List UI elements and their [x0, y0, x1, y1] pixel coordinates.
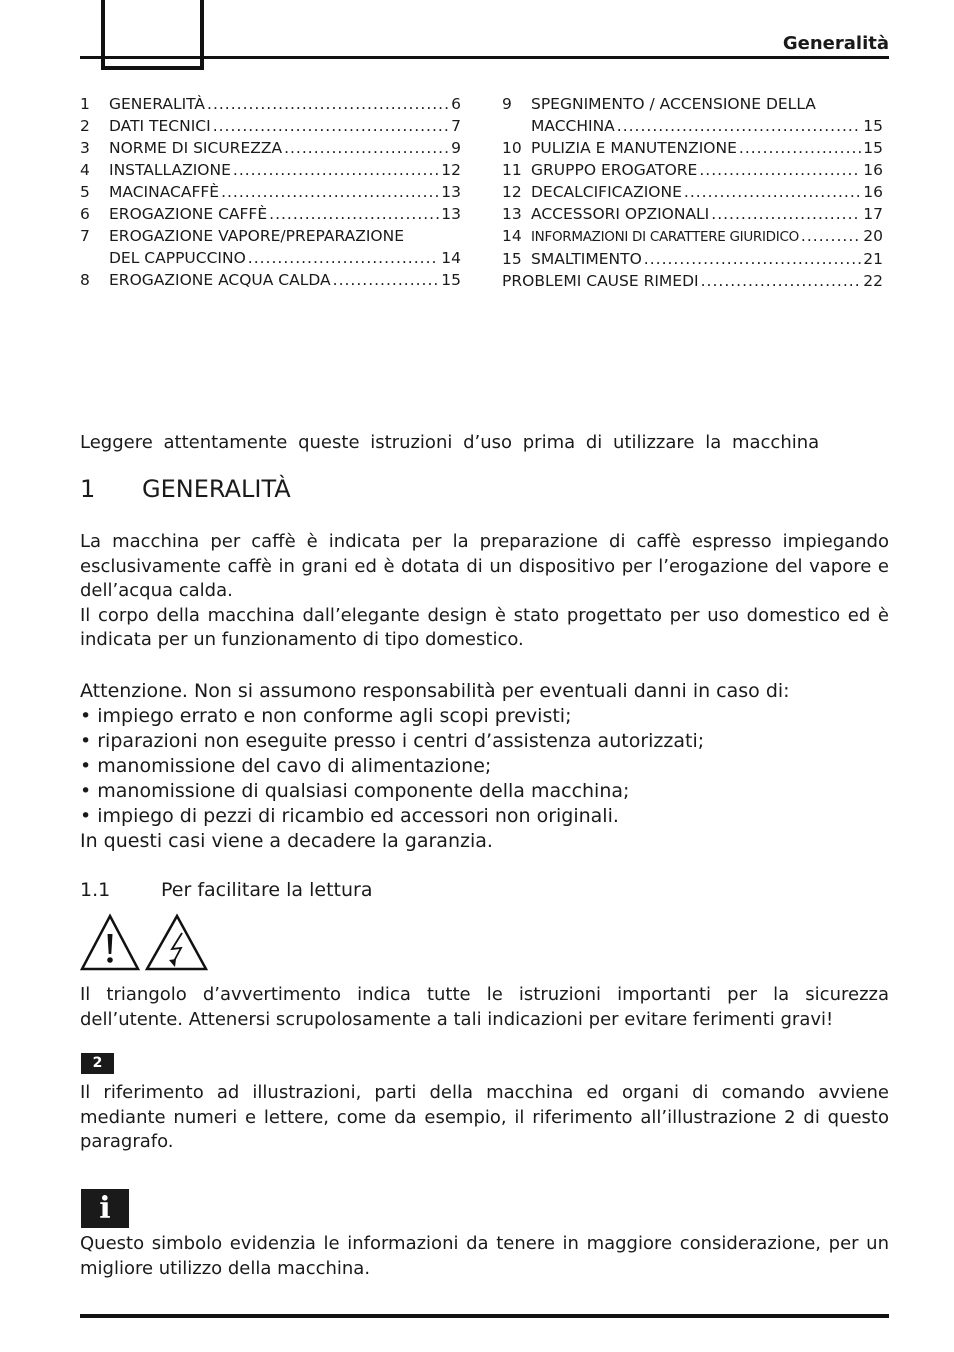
warning-item: • impiego errato e non conforme agli scopi previsti;: [80, 705, 572, 727]
description-paragraphs: [80, 530, 889, 653]
section-number: 1: [80, 475, 96, 503]
toc-item[interactable]: 4 INSTALLAZIONE ..... 12: [80, 159, 461, 181]
page-header-title: Generalità: [782, 33, 889, 54]
toc-item[interactable]: MACCHINA ..... 15: [502, 115, 883, 137]
warning-item: • manomissione del cavo di alimentazione;: [80, 755, 492, 777]
electric-hazard-icon: [147, 916, 206, 969]
toc-left-column: [80, 93, 461, 291]
toc-right-column: [502, 93, 883, 292]
toc-item[interactable]: 8 EROGAZIONE ACQUA CALDA ..... 15: [80, 269, 461, 291]
warning-exclamation-icon: [82, 916, 138, 969]
info-explanation: Questo simbolo evidenzia le informazioni da tenere in maggiore considerazione, per un migliore utilizzo della macchina.: [80, 1233, 889, 1279]
subsection-title: Per facilitare la lettura: [161, 879, 373, 901]
warning-symbols: [80, 912, 210, 974]
toc-item[interactable]: 13 ACCESSORI OPZIONALI ..... 17: [502, 203, 883, 225]
toc-item[interactable]: 3 NORME DI SICUREZZA ..... 9: [80, 137, 461, 159]
intro-text: Leggere attentamente queste istruzioni d’uso prima di utilizzare la macchina: [80, 432, 820, 453]
subsection-heading: [80, 879, 372, 901]
toc-item[interactable]: 1 GENERALITÀ ..... 6: [80, 93, 461, 115]
subsection-number: 1.1: [80, 879, 111, 901]
paragraph: La macchina per caffè è indicata per la preparazione di caffè espresso impiegando esclusivamente caffè in grani ed è dotata di un dispositivo per l’erogazione del vapore e dell’acqua calda.: [80, 531, 889, 601]
paragraph: Il corpo della macchina dall’elegante design è stato progettato per uso domestico ed è indicata per un funzionamento di tipo domestico.: [80, 604, 889, 650]
warning-intro: Attenzione. Non si assumono responsabilità per eventuali danni in caso di:: [80, 680, 790, 702]
toc-item[interactable]: 10 PULIZIA E MANUTENZIONE ..... 15: [502, 137, 883, 159]
warning-item: • impiego di pezzi di ricambio ed accessori non originali.: [80, 805, 619, 827]
toc-item[interactable]: 6 EROGAZIONE CAFFÈ ..... 13: [80, 203, 461, 225]
toc-item[interactable]: 5 MACINACAFFÈ ..... 13: [80, 181, 461, 203]
footer-rule: [80, 1314, 889, 1318]
toc-item[interactable]: 14 INFORMAZIONI DI CARATTERE GIURIDICO ..... 20: [502, 225, 883, 248]
toc-item[interactable]: DEL CAPPUCCINO ..... 14: [80, 247, 461, 269]
toc-item[interactable]: 15 SMALTIMENTO ..... 21: [502, 248, 883, 270]
triangle-explanation: Il triangolo d’avvertimento indica tutte le istruzioni importanti per la sicurezza dell’utente. Attenersi scrupolosamente a tali indicazioni per evitare ferimenti gravi!: [80, 984, 889, 1030]
liability-warning: [80, 679, 889, 854]
warning-outro: In questi casi viene a decadere la garanzia.: [80, 830, 493, 852]
toc-item[interactable]: 11 GRUPPO EROGATORE ..... 16: [502, 159, 883, 181]
info-icon: i: [81, 1189, 129, 1228]
toc-item[interactable]: 2 DATI TECNICI ..... 7: [80, 115, 461, 137]
toc-item[interactable]: 12 DECALCIFICAZIONE ..... 16: [502, 181, 883, 203]
toc-item[interactable]: PROBLEMI CAUSE RIMEDI ..... 22: [502, 270, 883, 292]
section-title: GENERALITÀ: [142, 475, 291, 503]
figure-reference-badge: 2: [81, 1053, 114, 1074]
page-tab-marker: [101, 0, 204, 70]
warning-item: • riparazioni non eseguite presso i centri d’assistenza autorizzati;: [80, 730, 705, 752]
toc-item[interactable]: 9 SPEGNIMENTO / ACCENSIONE DELLA: [502, 95, 816, 113]
section-heading: [80, 475, 291, 503]
warning-item: • manomissione di qualsiasi componente della macchina;: [80, 780, 630, 802]
header-rule: [80, 56, 889, 59]
reference-explanation: Il riferimento ad illustrazioni, parti della macchina ed organi di comando avviene mediante numeri e lettere, come da esempio, il riferimento all’illustrazione 2 di questo paragrafo.: [80, 1082, 889, 1152]
toc-item[interactable]: 7 EROGAZIONE VAPORE/PREPARAZIONE: [80, 227, 405, 245]
